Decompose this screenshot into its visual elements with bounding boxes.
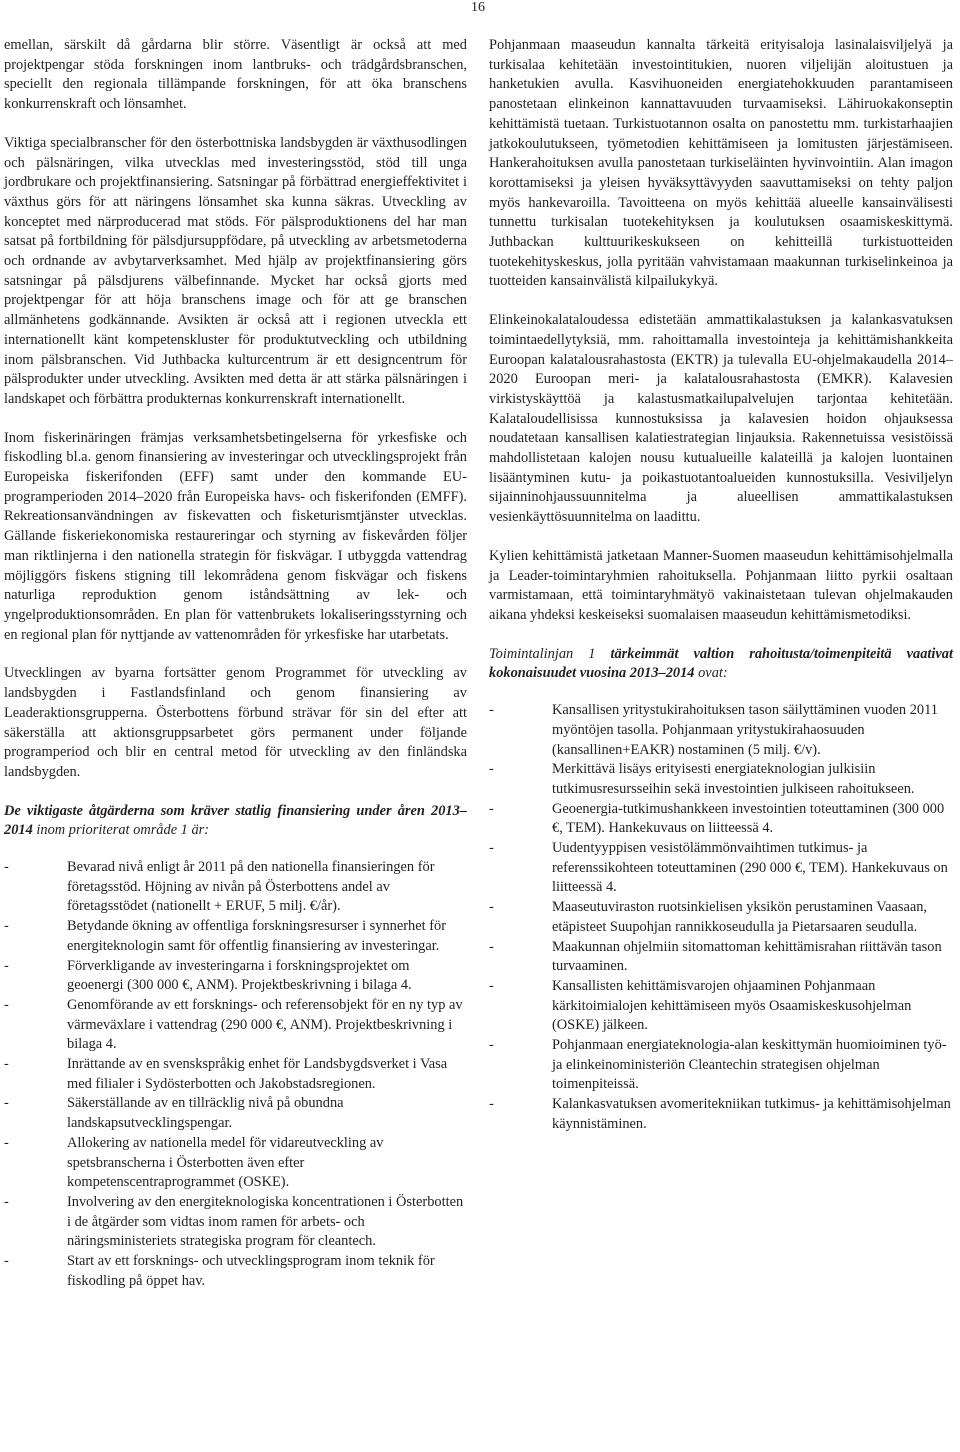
list-item [489,1036,953,1095]
dash-bullet: - [489,702,494,719]
body-paragraph: Pohjanmaan maaseudun kannalta tärkeitä erityisaloja lasinalaisviljelyä ja turkisalaa kehitetään investointitukien, nuoren viljelijän aloitustuen ja hanketukien avulla. Kasvihuoneiden energiatehokkuuden parantamiseen panostetaan elinkeinon kannattavuuden turvaamiseksi. Lähiruokakonseptin kehittämistä tuetaan. Turkistuotannon osalta on panostettu mm. turkistarhaajien jatkokoulutukseen, työmetodien kehittämiseen ja lomitusten järjestämiseen. Hankerahoituksen avulla panostetaan turkiseläinten hyvinvointiin. Alan imagon korottamiseksi ja yleisen hyväksyttävyyden saavuttamiseksi on tehty paljon myös hankevaroilla. Tavoitteena on myös kehittää alueelle kansainvälisesti tunnettu turkisalan tuotekehityksen ja koulutuksen osaamiskeskittymä. Juthbackan kulttuurikeskukseen on kehitteillä turkistuotteiden tuotekehityskeskus, jolla pyritään vahvistamaan maakunnan turkiselinkeinoa ja tuotteiden kansainvälistä kilpailukykyä. [489,37,953,290]
list-intro-rest: inom prioriterat område 1 är: [32,822,210,839]
measures-list [4,858,467,1291]
list-item-text: Genomförande av ett forsknings- och referensobjekt för en ny typ av värmeväxlare i vattendrag (290 000 €, ANM). Projektbeskrivning i bilaga 4. [67,996,463,1053]
dash-bullet: - [4,1095,9,1112]
list-item [4,917,467,956]
list-item [489,938,953,977]
list-item-text: Merkittävä lisäys erityisesti energiateknologian julkisiin tutkimusresursseihin sekä investointien julkiseen rahoitukseen. [552,761,915,797]
list-item-text: Kansallisen yritystukirahoituksen tason säilyttäminen vuoden 2011 myöntöjen tasolla. Pohjanmaan yritystukirahaosuuden (kansallinen+EAKR) nostaminen (5 milj. €/v). [552,702,938,758]
dash-bullet: - [489,977,494,994]
list-item [4,996,467,1055]
list-item-text: Uudentyyppisen vesistölämmönvaihtimen tutkimus- ja referenssikohteen toteuttaminen (290 000 €, TEM). Hankekuvaus on liitteessä 4. [552,840,948,896]
list-item [489,800,953,839]
body-paragraph: Utvecklingen av byarna fortsätter genom Programmet för utveckling av landsbygden i Fastlandsfinland och genom finansiering av Leaderaktionsgrupperna. Österbottens förbund strävar för sin del efter att säkerställa att aktionsgruppsarbetet görs permanent under följande programperiod och blir en central metod för utveckling av den finländska landsbygden. [4,665,467,780]
list-item-text: Allokering av nationella medel för vidareutveckling av spetsbranscherna i Österbotten även efter kompetenscentraprogrammet (OSKE). [67,1134,384,1191]
list-item-text: Maakunnan ohjelmiin sitomattoman kehittämisrahan riittävän tason turvaaminen. [552,938,942,975]
measures-list [489,701,953,1134]
list-item-text: Inrättande av en svenskspråkig enhet för Landsbygdsverket i Vasa med filialer i Sydösterbotten och Jakobstadsregionen. [67,1056,448,1092]
list-intro-rest: ovat: [694,665,728,682]
dash-bullet: - [4,1253,9,1270]
list-item [489,1095,953,1134]
list-item [4,1055,467,1094]
list-item [4,957,467,996]
dash-bullet: - [4,957,9,974]
left-column [4,36,467,1291]
page-number: 16 [471,0,485,15]
body-paragraph: Viktiga specialbranscher för den österbottniska landsbygden är växthusodlingen och pälsnäringen, vilka utvecklas med investeringsstöd, stöd till unga jordbrukare och projektfinansiering. Satsningar på förbättrad energieffektivitet i växthus görs för att näringens lönsamhet ska kunna säkras. Utveckling av konceptet med närproducerad mat stöds. För pälsproduktionens del har man satsat på fortbildning för pälsdjursuppfödare, på utveckling av arbetsmetoderna och ordnande av avbytarverksamhet. Med hjälp av projektfinansiering görs satsningar på pälsdjurens välbefinnande. Mycket har också gjorts med projektpengar för att höja branschens image och för att ge branschen allmänhetens godkännande. Avsikten är också att i regionen utveckla ett internationellt känt kompetenskluster för produktutveckling och utbildning inom pälsbranschen. Vid Juthbacka kulturcentrum är ett designcentrum för pälsprodukter under utveckling. Avsikten med detta är att stärka pälsnäringen i landskapet och förbättra produkternas konkurrenskraft internationellt. [4,134,467,407]
list-item-text: Kalankasvatuksen avomeritekniikan tutkimus- ja kehittämisohjelman käynnistäminen. [552,1096,951,1132]
dash-bullet: - [4,1193,9,1210]
list-intro-bold: tärkeimmät valtion rahoitusta/toimenpiteitä vaativat kokonaisuudet vuosina 2013–2014 [489,645,953,682]
list-item [489,977,953,1036]
dash-bullet: - [489,800,494,817]
body-paragraph: Inom fiskerinäringen främjas verksamhetsbetingelserna för yrkesfiske och fiskodling bl.a. genom finansiering av investeringar och utvecklingsprojekt från Europeiska fiskerifonden (EFF) samt under den kommande EU-programperioden 2014–2020 från Europeiska havs- och fiskerifonden (EMFF). Rekreationsanvändningen av fiskevatten och fisketurismtjänster utvecklas. Gällande fiskeriekonomiska restaureringar och styrning av fiskevården följer man riktlinjerna i den nationella strategin för fiskvägar. I utbyggda vattendrag möjliggörs fiskens stigning till lekområdena genom fiskvägar och fiskens naturliga reproduktion genom iståndsättning av lek- och yngelproduktionsområden. En plan för vattenbrukets lokaliseringsstyrning och en regional plan för nyttjande av vattenområden för yrkesfiske har utarbetats. [4,429,467,643]
body-paragraph: emellan, särskilt då gårdarna blir större. Väsentligt är också att med projektpengar stöda forskningen inom lantbruks- och trädgårdsbranschen, speciellt den regionala tillämpande forskningen, för att öka branschens konkurrenskraft och lönsamhet. [4,37,467,113]
dash-bullet: - [4,996,9,1013]
body-paragraph: Elinkeinokalataloudessa edistetään ammattikalastuksen ja kalankasvatuksen toimintaedellytyksiä, mm. rahoittamalla investointeja ja kehittämishankkeita Euroopan kalatalousrahastosta (EKTR) ja tulevalla EU-ohjelmakaudella 2014–2020 Euroopan meri- ja kalatalousrahastosta (EMKR). Kalavesien virkistyskäyttöä ja kalastusmatkailupalvelujen tarjontaa kehitetään. Kalataloudellisissa kunnostuksissa ja kalavesien hoidon ohjauksessa noudatetaan kansallisen kalatiestrategian linjauksia. Rakennetuissa vesistöissä mahdollistetaan kalojen nousu kutualueille kalateillä ja kalojen luontainen lisääntyminen kutu- ja poikastuotantoalueiden kunnostuksilla. Vesiviljelyn sijainninohjaussuunnitelma ja alueellisen ammattikalastuksen vesienkäyttösuunnitelma on laadittu. [489,312,953,526]
dash-bullet: - [489,899,494,916]
dash-bullet: - [489,761,494,778]
dash-bullet: - [4,918,9,935]
list-item-text: Involvering av den energiteknologiska koncentrationen i Österbotten i de åtgärder som vidtas inom ramen för arbets- och näringsministeriets strategiska program för cleantech. [67,1193,464,1250]
list-intro [489,645,953,684]
list-item-text: Betydande ökning av offentliga forskningsresurser i synnerhet för energiteknologin samt för offentlig finansiering av investeringar. [67,918,446,954]
dash-bullet: - [4,1056,9,1073]
list-item [489,701,953,760]
list-item-text: Bevarad nivå enligt år 2011 på den nationella finansieringen för företagsstöd. Höjning av nivån på Österbottens andel av företagsstödet (nationellt + ERUF, 5 milj. €/år). [67,859,435,915]
list-item-text: Säkerställande av en tillräcklig nivå på obundna landskapsutvecklingspengar. [67,1095,344,1132]
list-item [4,1193,467,1252]
dash-bullet: - [489,938,494,955]
list-item-text: Kansallisten kehittämisvarojen ohjaaminen Pohjanmaan kärkitoimialojen kehittämiseen myös Osaamiskeskusohjelman (OSKE) jälkeen. [552,977,912,1034]
dash-bullet: - [489,840,494,857]
list-item-text: Start av ett forsknings- och utvecklingsprogram inom teknik för fiskodling på öppet hav. [67,1253,435,1289]
list-item [4,1252,467,1291]
list-item [4,1094,467,1133]
list-intro-pre: Toimintalinjan 1 [489,645,611,662]
list-intro [4,802,467,841]
list-item [4,858,467,917]
list-item-text: Maaseutuviraston ruotsinkielisen yksikön perustaminen Vaasaan, etäpisteet Suupohjan rannikkoseudulla ja Pietarsaaren seudulla. [552,899,928,935]
list-item [489,839,953,898]
list-item [489,898,953,937]
list-item [4,1134,467,1193]
dash-bullet: - [4,1134,9,1151]
dash-bullet: - [489,1037,494,1054]
list-item-text: Pohjanmaan energiateknologia-alan keskittymän huomioiminen työ- ja elinkeinoministeriön Cleantechin strategisen ohjelman toimenpiteissä. [552,1037,947,1093]
list-item-text: Geoenergia-tutkimushankkeen investointien toteuttaminen (300 000 €, TEM). Hankekuvaus on liitteessä 4. [552,800,945,837]
list-intro-bold: De viktigaste åtgärderna som kräver statlig finansiering under åren 2013–2014 [4,802,467,839]
dash-bullet: - [4,859,9,876]
right-column [489,36,953,1135]
list-item [489,760,953,799]
dash-bullet: - [489,1096,494,1113]
body-paragraph: Kylien kehittämistä jatketaan Manner-Suomen maaseudun kehittämisohjelmalla ja Leader-toimintaryhmien rahoituksella. Pohjanmaan liitto pyrkii osaltaan varmistamaan, että toimintaryhmätyö vakinaistetaan tulevan ohjelmakauden aikana yhdeksi keskeiseksi suomalaisen maaseudun kehittämismetodiksi. [489,547,953,623]
list-item-text: Förverkligande av investeringarna i forskningsprojektet om geoenergi (300 000 €, ANM). Projektbeskrivning i bilaga 4. [67,957,412,994]
